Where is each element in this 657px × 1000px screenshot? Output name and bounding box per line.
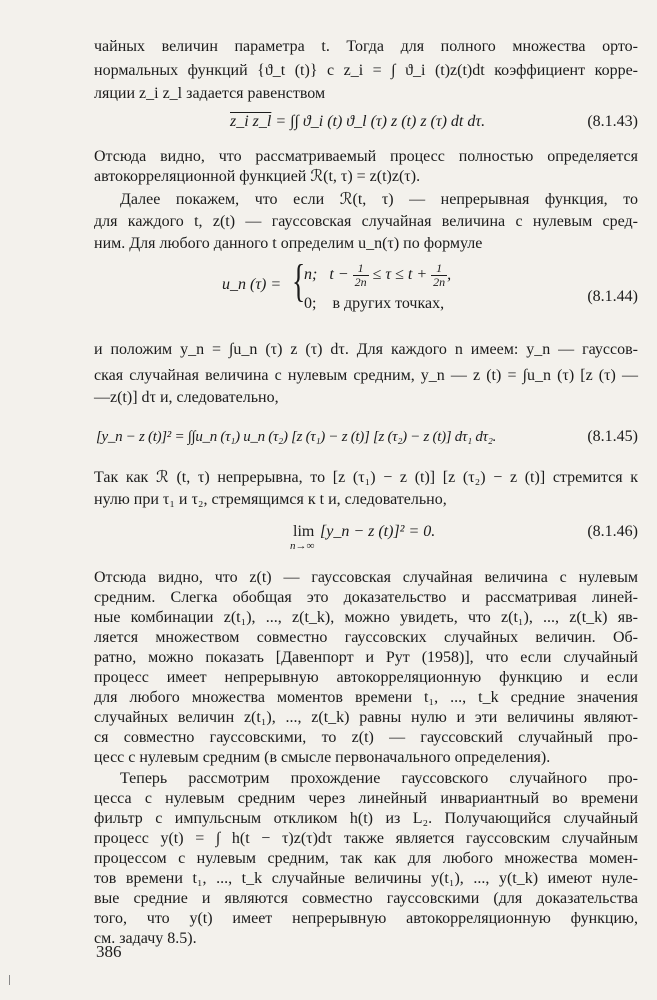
eq-lhs: u_n (τ) =	[222, 276, 282, 293]
text-line: —z(t)] dτ и, следовательно,	[94, 389, 279, 406]
text-line: ные комбинации z(t₁), ..., z(t_k), можно увидеть, что z(t₁), ..., z(t_k) яв-	[94, 609, 638, 626]
text-line: для каждого t, z(t) — гауссовская случайная величина с нулевым сред-	[94, 213, 638, 230]
text-line: цесс с нулевым средним (в смысле первоначального определения).	[94, 749, 551, 766]
text-line: и положим y_n = ∫u_n (τ) z (τ) dτ. Для каждого n имеем: y_n — гауссов-	[94, 341, 638, 358]
eq-lim: lim	[293, 523, 315, 540]
text-line: того, что y(t) имеет непрерывную автокорреляционную функцию,	[94, 910, 638, 927]
text-line: процесс имеет непрерывную автокорреляционную функцию и если	[94, 669, 638, 686]
text-line: средним. Слегка обобщая это доказательство и рассматривая линей-	[94, 589, 638, 606]
text-line: Так как ℛ (t, τ) непрерывна, то [z (τ₁) − z (t)] [z (τ₂) − z (t)] стремится к	[94, 469, 638, 486]
equation-number: (8.1.44)	[587, 288, 638, 305]
text-line: вые средние и являются совместно гауссовскими (для доказательства	[94, 890, 638, 907]
text-line: случайных величин z(t₁), ..., z(t_k) равны нулю и эти величины являют-	[94, 709, 638, 726]
text-line: Отсюда видно, что z(t) — гауссовская случайная величина с нулевым	[94, 569, 638, 586]
equation-8-1-45: [y_n − z (t)]² = ∫∫u_n (τ₁) u_n (τ₂) [z (τ₁) − z (t)] [z (τ₂) − z (t)] dτ₁ dτ₂.	[96, 429, 497, 445]
text-line: процессом с нулевым средним, так как для любого множества момен-	[94, 850, 638, 867]
text-line: Отсюда видно, что рассматриваемый процесс полностью определяется	[94, 148, 638, 165]
text-line: чайных величин параметра t. Тогда для полного множества орто-	[94, 38, 638, 55]
equation-number: (8.1.43)	[587, 113, 638, 130]
text-line: ляется множеством совместно гауссовских случайных величин. Об-	[94, 629, 638, 646]
text-line: для любого множества моментов времени t₁, ..., t_k средние значения	[94, 689, 638, 706]
text-line: цесса с нулевым средним через линейный инвариантный во времени	[94, 790, 638, 807]
equation-number: (8.1.45)	[587, 428, 638, 445]
scan-mark	[9, 975, 10, 985]
page-number: 386	[96, 942, 122, 961]
eq-body: [y_n − z (t)]² = 0.	[320, 523, 436, 540]
text-line: Далее покажем, что если ℛ(t, τ) — непрерывная функция, то	[120, 191, 638, 208]
text-line: ся совместно гауссовскими, то z(t) — гауссовский случайный про-	[94, 729, 638, 746]
text-line: нормальных функций {ϑ_t (t)} с z_i = ∫ ϑ_i (t)z(t)dt коэффициент корре-	[94, 62, 638, 79]
text-line: ратно, можно показать [Давенпорт и Рут (1958)], что если случайный	[94, 649, 638, 666]
eq-lhs: z_i z_l	[230, 113, 272, 130]
eq-rhs: = ∫∫ ϑ_i (t) ϑ_l (τ) z (t) z (τ) dt dτ.	[275, 113, 486, 130]
equation-number: (8.1.46)	[587, 523, 638, 540]
text-line: ская случайная величина с нулевым средним, y_n — z (t) = ∫u_n (τ) [z (τ) —	[94, 367, 638, 384]
eq-case-2: 0; в других точках,	[304, 295, 445, 312]
equation-8-1-43	[230, 112, 485, 132]
text-line: ляции z_i z_l задается равенством	[94, 85, 326, 102]
text-line: см. задачу 8.5).	[94, 930, 197, 947]
text-line: автокорреляционной функцией ℛ(t, τ) = z(t)z(τ).	[94, 168, 421, 185]
text-line: ним. Для любого данного t определим u_n(τ) по формуле	[94, 235, 483, 252]
eq-lim-sub: n→∞	[290, 540, 315, 552]
text-line: Теперь рассмотрим прохождение гауссовского случайного про-	[120, 770, 638, 787]
text-line: тов времени t₁, ..., t_k случайные величины y(t₁), ..., y(t_k) имеют нуле-	[94, 870, 638, 887]
text-line: фильтр с импульсным откликом h(t) из L₂. Получающийся случайный	[94, 810, 638, 827]
eq-case-1: n; t − $\frac{1}{2n}$ ≤ τ ≤ t + $\frac{1}{2n}$ ,	[304, 261, 452, 289]
text-line: процесс y(t) = ∫ h(t − τ)z(τ)dτ также является гауссовским случайным	[94, 830, 638, 847]
book-page: чайных величин параметра t. Тогда для полного множества орто- нормальных функций {ϑ_t (t)} с z_i = ∫ ϑ_i (t)z(t)dt коэффициент корре- ляции z_i z_l задается равенством z_i z_l = ∫∫ ϑ_i (t) ϑ_l (τ) z (t) z (τ) dt dτ. (8.1.43) Отсюда видно, что рассматриваемый процесс полностью определяется автокорреляционной функцией ℛ(t, τ) = z(t)z(τ). Далее покажем, что если ℛ(t, τ) — непрерывная функция, то для каждого t, z(t) — гауссовская случайная величина с нулевым сред- ним. Для любого данного t определим u_n(τ) по формуле u_n (τ) = { n; t − $\frac{1}{2n}$ ≤ τ ≤ t + $\frac{1}{2n}$ , 0; в других точках, (8.1.44) и положим y_n = ∫u_n (τ) z (τ) dτ. Для каждого n имеем: y_n — гауссов- ская случайная величина с нулевым средним, y_n — z (t) = ∫u_n (τ) [z (τ) — —z(t)] dτ и, следовательно, [y_n − z (t)]² = ∫∫u_n (τ₁) u_n (τ₂) [z (τ₁) − z (t)] [z (τ₂) − z (t)] dτ₁ dτ₂. (8.1.45) Так как ℛ (t, τ) непрерывна, то [z (τ₁) − z (t)] [z (τ₂) − z (t)] стремится к нулю при τ₁ и τ₂, стремящимся к t и, следовательно, lim n→∞ [y_n − z (t)]² = 0. (8.1.46) Отсюда видно, что z(t) — гауссовская случайная величина с нулевым средним. Слегка обобщая это доказательство и рассматривая линей- ные комбинации z(t₁), ..., z(t_k), можно увидеть, что z(t₁), ..., z(t_k) яв- ляется множеством совместно гауссовских случайных величин. Об- ратно, можно показать [Давенпорт и Рут (1958)], что если случайный процесс имеет непрерывную автокорреляционную функцию и если для любого множества моментов времени t₁, ..., t_k средние значения случайных величин z(t₁), ..., z(t_k) равны нулю и эти величины являют- ся совместно гауссовскими, то z(t) — гауссовский случайный про- цесс с нулевым средним (в смысле первоначального определения). Теперь рассмотрим прохождение гауссовского случайного про- цесса с нулевым средним через линейный инвариантный во времени фильтр с импульсным откликом h(t) из L₂. Получающийся случайный процесс y(t) = ∫ h(t − τ)z(τ)dτ также является гауссовским случайным процессом с нулевым средним, так как для любого множества момен- тов времени t₁, ..., t_k случайные величины y(t₁), ..., y(t_k) имеют нуле- вые средние и являются совместно гауссовскими (для доказательства того, что y(t) имеет непрерывную автокорреляционную функцию, см. задачу 8.5). 386	[0, 0, 657, 1000]
text-line: нулю при τ₁ и τ₂, стремящимся к t и, следовательно,	[94, 491, 447, 508]
